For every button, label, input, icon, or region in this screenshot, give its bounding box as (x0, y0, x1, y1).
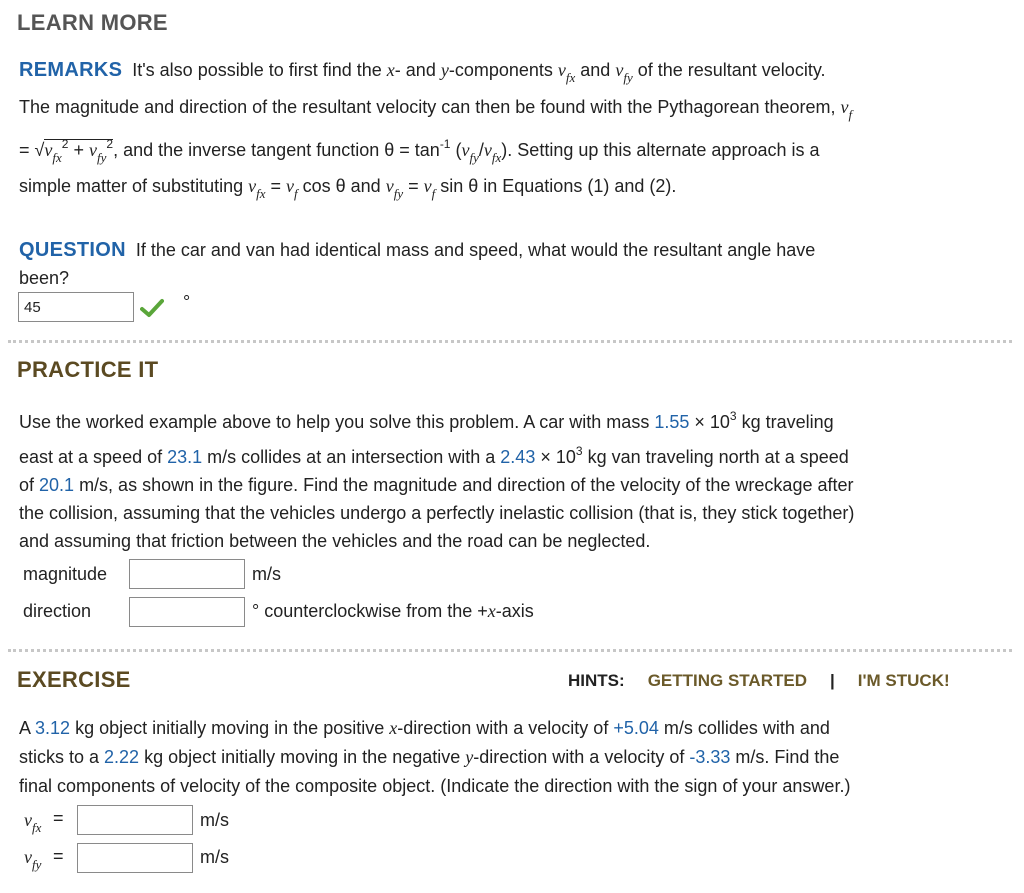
exercise-line-3: final components of velocity of the composite object. (Indicate the direction with the sign of your answer.) (19, 776, 851, 796)
vfy-equals: = (53, 846, 64, 866)
hints-bar (568, 670, 950, 691)
magnitude-label: magnitude (23, 564, 108, 584)
v2-value: -3.33 (689, 747, 731, 767)
practice-line-3: of 20.1 m/s, as shown in the figure. Find the magnitude and direction of the velocity of the wreckage after (19, 475, 854, 495)
practice-line-2: east at a speed of 23.1 m/s collides at an intersection with a $2.43 \times 10^3$ kg van traveling north at a speed (19, 444, 849, 467)
remarks-line-2: The magnitude and direction of the resultant velocity can then be found with the Pythagorean theorem, $v_f$ (19, 97, 853, 122)
vfx-label: $v_{fx}$ (24, 810, 42, 835)
question-unit-degree: ° (183, 292, 191, 312)
vfy-unit: m/s (200, 847, 229, 867)
hint-getting-started-link[interactable]: GETTING STARTED (647, 671, 807, 690)
remarks-label: REMARKS (19, 59, 123, 81)
question-label: QUESTION (19, 239, 126, 261)
exercise-title: EXERCISE (17, 667, 131, 692)
correct-check-icon (140, 298, 164, 323)
magnitude-input[interactable] (129, 559, 245, 589)
hints-label: HINTS: (568, 671, 625, 690)
practice-line-4: the collision, assuming that the vehicles undergo a perfectly inelastic collision (that is, they stick together) (19, 503, 855, 523)
practice-title: PRACTICE IT (17, 357, 159, 382)
v1-value: +5.04 (613, 718, 659, 738)
vfx-unit: m/s (200, 810, 229, 830)
question-line-2: been? (19, 268, 70, 288)
practice-line-5: and assuming that friction between the vehicles and the road can be neglected. (19, 531, 651, 551)
remarks-line-4: simple matter of substituting $v_{fx} = v_f$ cos θ and $v_{fy} = v_f$ sin θ in Equations (1) and (2). (19, 176, 677, 201)
practice-line-1: Use the worked example above to help you solve this problem. A car with mass $1.55 \times 10^3$ kg traveling (19, 409, 834, 432)
sqrt-radicand: $v_{fx}^2 + v_{fy}^2$ (44, 137, 114, 165)
vfx-input[interactable] (77, 805, 193, 835)
direction-input[interactable] (129, 597, 245, 627)
car-speed-value: 23.1 (167, 447, 203, 467)
question-line-1: QUESTION If the car and van had identical mass and speed, what would the resultant angle have (19, 239, 816, 261)
exercise-line-1: A 3.12 kg object initially moving in the positive x-direction with a velocity of +5.04 m/s collides with and (19, 718, 830, 738)
divider (8, 340, 1012, 343)
mass1-value: 3.12 (35, 718, 71, 738)
direction-label: direction (23, 601, 92, 621)
direction-unit: ° counterclockwise from the +x-axis (252, 601, 534, 621)
vfy-input[interactable] (77, 843, 193, 873)
sqrt-icon: √ (34, 140, 45, 160)
van-mass-value: 2.43 (500, 447, 536, 467)
divider (8, 649, 1012, 652)
remarks-line-3: = $√v_{fx}^2 + v_{fy}^2$, and the inverse tangent function $\theta = \tan^{-1} (v_{fy}/v_{fx})$. Setting up this alternate approach is a (19, 137, 820, 165)
car-mass-value: 1.55 (654, 412, 690, 432)
magnitude-unit: m/s (252, 564, 281, 584)
exercise-line-2: sticks to a 2.22 kg object initially moving in the negative y-direction with a velocity of -3.33 m/s. Find the (19, 747, 840, 767)
question-answer-input[interactable] (18, 292, 134, 322)
learn-more-title: LEARN MORE (17, 10, 168, 35)
remarks-line-1: REMARKS It's also possible to first find the x- and y-components $v_{fx}$ and $v_{fy}$ of the resultant velocity. (19, 59, 826, 85)
vfy-label: $v_{fy}$ (24, 847, 42, 872)
vfx-equals: = (53, 808, 64, 828)
hint-separator: | (830, 671, 835, 690)
van-speed-value: 20.1 (39, 475, 75, 495)
mass2-value: 2.22 (104, 747, 140, 767)
hint-stuck-link[interactable]: I'M STUCK! (857, 671, 950, 690)
